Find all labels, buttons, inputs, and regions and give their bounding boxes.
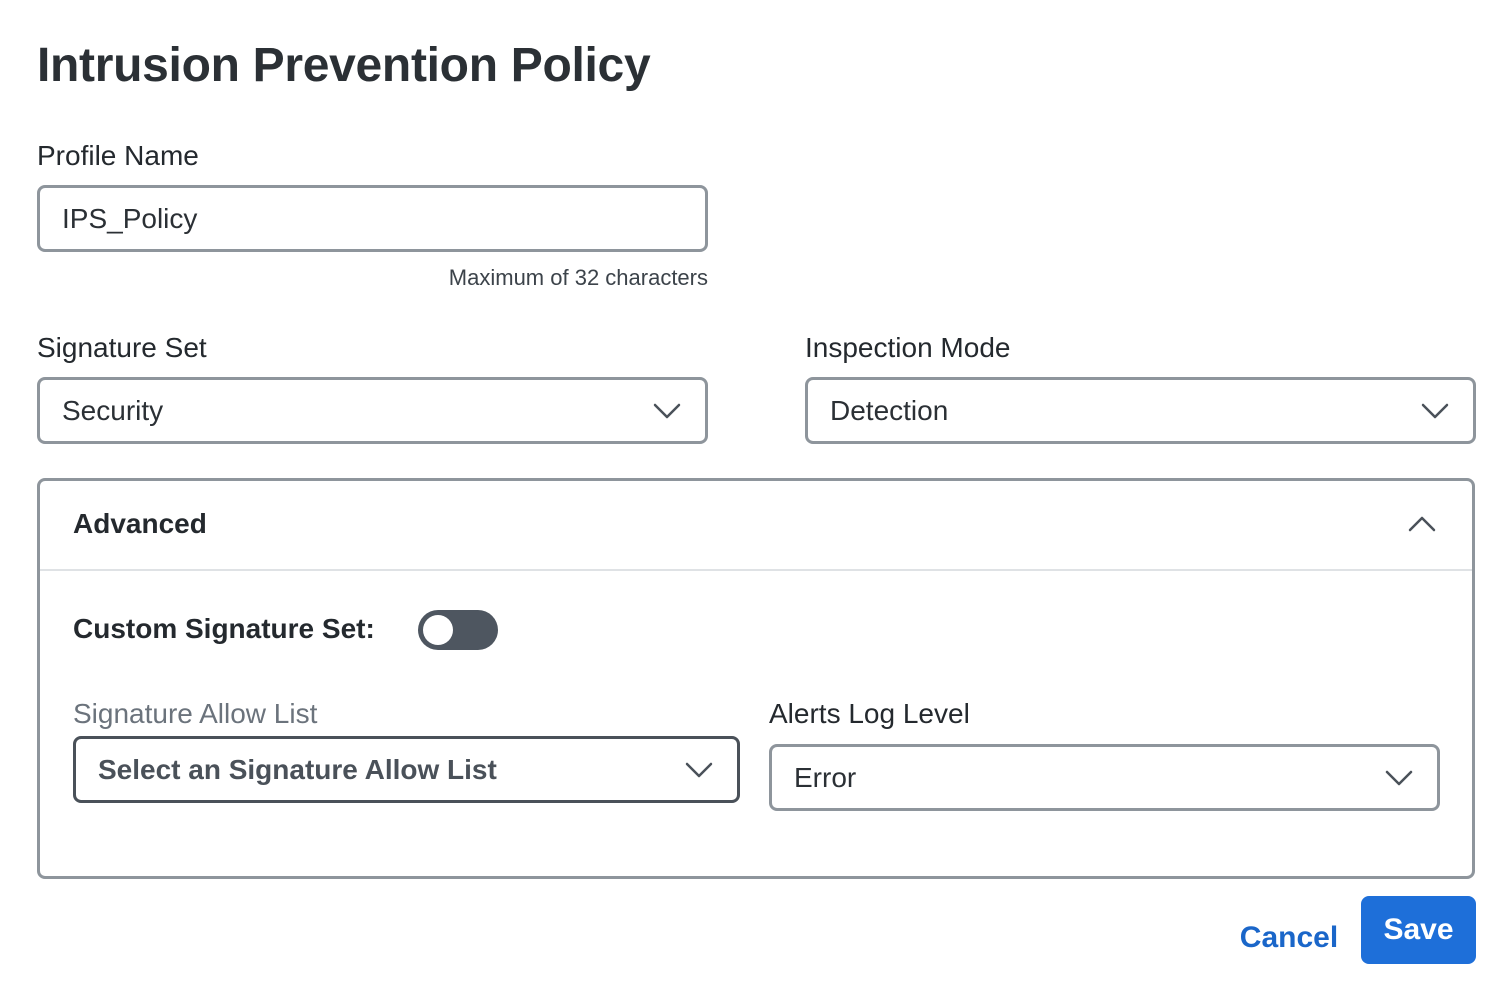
custom-signature-set-toggle[interactable] (418, 610, 498, 650)
save-button[interactable]: Save (1361, 896, 1476, 964)
custom-signature-set-label: Custom Signature Set: (73, 613, 375, 644)
chevron-down-icon (1385, 770, 1413, 786)
chevron-down-icon (685, 762, 713, 778)
chevron-up-icon[interactable] (1408, 516, 1436, 532)
toggle-knob (423, 615, 453, 645)
chevron-down-icon (653, 403, 681, 419)
profile-name-label: Profile Name (37, 140, 199, 171)
alerts-log-level-select[interactable] (769, 744, 1440, 811)
advanced-panel-divider (40, 569, 1472, 571)
signature-allow-list-label: Signature Allow List (73, 698, 318, 729)
signature-set-select[interactable] (37, 377, 708, 444)
inspection-mode-value: Detection (830, 394, 949, 426)
advanced-panel-title: Advanced (73, 508, 207, 539)
signature-set-value: Security (62, 394, 164, 426)
profile-name-hint: Maximum of 32 characters (448, 265, 708, 290)
inspection-mode-label: Inspection Mode (805, 332, 1011, 363)
page-title: Intrusion Prevention Policy (37, 39, 651, 92)
profile-name-value: IPS_Policy (62, 202, 198, 234)
alerts-log-level-label: Alerts Log Level (769, 698, 970, 729)
inspection-mode-select[interactable] (805, 377, 1476, 444)
signature-allow-list-select[interactable] (73, 736, 740, 803)
alerts-log-level-value: Error (794, 761, 857, 793)
profile-name-input[interactable] (37, 185, 708, 252)
signature-set-label: Signature Set (37, 332, 207, 363)
advanced-panel (37, 478, 1475, 879)
signature-allow-list-placeholder: Select an Signature Allow List (98, 753, 497, 785)
cancel-button[interactable]: Cancel (1230, 912, 1348, 964)
chevron-down-icon (1421, 403, 1449, 419)
